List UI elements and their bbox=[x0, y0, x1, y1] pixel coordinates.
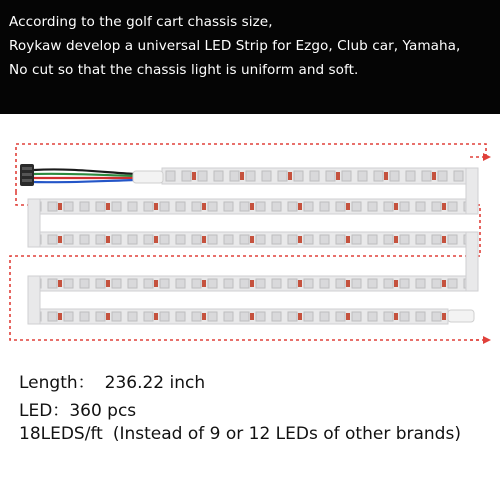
led-strip-segment bbox=[28, 232, 478, 247]
connector-plug-icon bbox=[20, 164, 163, 186]
spec-density-note: (Instead of 9 or 12 LEDs of other brands) bbox=[112, 424, 461, 444]
led-strip-segment bbox=[28, 276, 478, 291]
led-strip-illustration bbox=[0, 130, 500, 360]
description-banner bbox=[0, 0, 500, 114]
led-strip-graphic bbox=[0, 130, 500, 360]
banner-line-1: According to the golf cart chassis size, bbox=[9, 14, 273, 30]
spec-density-value: 18LEDS/ft bbox=[19, 424, 103, 444]
spec-length bbox=[19, 368, 205, 393]
spec-length-label: Length： bbox=[19, 373, 95, 393]
led-strip-bend bbox=[466, 232, 478, 291]
banner-line-2: Roykaw develop a universal LED Strip for Ezgo, Club car, Yamaha, bbox=[9, 38, 461, 54]
led-strip-bend bbox=[466, 168, 478, 214]
led-strip-segment bbox=[28, 309, 448, 324]
led-strip-bend bbox=[28, 276, 40, 324]
spec-led-count bbox=[19, 396, 136, 421]
spec-length-value: 236.22 inch bbox=[104, 373, 206, 393]
spec-led-label: LED： bbox=[19, 401, 70, 421]
spec-led-value: 360 pcs bbox=[69, 401, 137, 421]
led-strip-segment bbox=[28, 199, 478, 214]
led-strip-segment bbox=[162, 168, 472, 184]
spec-density bbox=[19, 424, 461, 444]
led-strip-bend bbox=[28, 199, 40, 247]
banner-line-3: No cut so that the chassis light is uniform and soft. bbox=[9, 62, 359, 78]
strip-end-cap bbox=[448, 310, 474, 322]
